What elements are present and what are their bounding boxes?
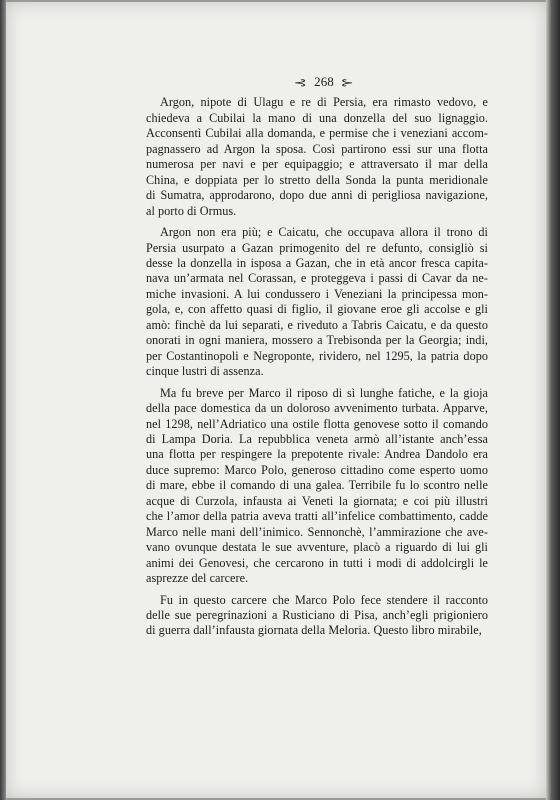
paragraph: [146, 386, 488, 587]
scan-right-edge: [546, 0, 560, 800]
text-line: Acconsentì Cubilai alla domanda, e permise che i veneziani accom-: [146, 126, 488, 141]
text-line: gola, e, con affetto quasi di figlio, il giovane eroe gli accolse e gli: [146, 302, 488, 317]
text-line: delle sue peregrinazioni a Rusticiano di Pisa, anch’egli prigioniero: [146, 607, 488, 622]
text-line: cinque lustri di assenza.: [146, 364, 264, 379]
text-line: amò: finchè da lui separati, e riveduto a Tabris Caicatu, e da questo: [146, 317, 488, 332]
page-header: [160, 74, 488, 91]
text-line: della pace domestica da un doloroso avvenimento turbata. Apparve,: [146, 401, 488, 416]
text-line: che l’amor della patria aveva tratti all’infelice combattimento, cadde: [146, 509, 488, 524]
text-line: una flotta per respingere la prepotente rivale: Andrea Dandolo era: [146, 447, 488, 462]
text-line: animi dei Genovesi, che cercarono in tutti i modi di addolcirgli le: [146, 555, 488, 570]
text-line: onorati in ogni maniera, mossero a Trebisonda per la Georgia; indi,: [146, 333, 488, 348]
text-line: nava un’armata nel Corassan, e proteggeva i passi di Cavar da ne-: [146, 271, 488, 286]
text-line: di Lampa Doria. La repubblica veneta armò all’istante anch’essa: [146, 431, 488, 446]
text-line: Ma fu breve per Marco il riposo di sì lunghe fatiche, e la gioja: [160, 385, 488, 400]
text-line: nel 1298, nell’Adriatico una ostile flotta genovese sotto il comando: [146, 416, 488, 431]
text-line: numerosa per navi e per equipaggio; e attraversato il mar della: [146, 157, 488, 172]
paragraph: [146, 225, 488, 380]
text-line: Argon, nipote di Ulagu e re di Persia, era rimasto vedovo, e: [160, 95, 488, 110]
text-line: China, e doppiata per lo stretto della Sonda la punta meridionale: [146, 172, 488, 187]
text-line: chiedeva a Cubilai la mano di una donzella del suo lignaggio.: [146, 110, 488, 125]
text-line: Fu in questo carcere che Marco Polo fece stendere il racconto: [160, 592, 488, 607]
text-line: duce supremo: Marco Polo, generoso cittadino come esperto uomo: [146, 462, 488, 477]
text-line: pagnassero ad Argon la sposa. Così partirono essi sur una flotta: [146, 141, 488, 156]
ornament-right-icon: ⊱: [340, 78, 355, 89]
book-page: [6, 2, 546, 798]
text-line: di guerra dall’infausta giornata della Meloria. Questo libro mirabile,: [146, 623, 482, 638]
text-line: vano ovunque destata le sue avventure, placò a riguardo di lui gli: [146, 540, 488, 555]
paragraphs: [146, 95, 488, 638]
page-text-block: [146, 74, 488, 645]
text-line: miche invasioni. A lui condussero i Veneziani la principessa mon-: [146, 286, 488, 301]
text-line: di Sumatra, approdarono, dopo due anni di perigliosa navigazione,: [146, 188, 488, 203]
ornament-left-icon: ⊰: [293, 78, 308, 89]
page-number: 268: [314, 74, 334, 89]
text-line: Marco nelle mani dell’inimico. Sennonchè, l’ammirazione che ave-: [146, 524, 488, 539]
text-line: Argon non era più; e Caicatu, che occupava allora il trono di: [160, 225, 488, 240]
text-line: asprezze del carcere.: [146, 571, 249, 586]
text-line: Persia usurpato a Gazan primogenito del re defunto, consigliò si: [146, 240, 488, 255]
paragraph: [146, 593, 488, 639]
text-line: desse la donzella in isposa a Gazan, che in età ancor fresca capita-: [146, 255, 488, 270]
text-line: di mare, ebbe il comando di una galea. Terribile fu lo scontro nelle: [146, 478, 488, 493]
text-line: al porto di Ormus.: [146, 203, 237, 218]
text-line: per Costantinopoli e Negroponte, rividero, nel 1295, la patria dopo: [146, 348, 488, 363]
text-line: acque di Curzola, infausta ai Veneti la giornata; e coi più illustri: [146, 493, 488, 508]
paragraph: [146, 95, 488, 219]
